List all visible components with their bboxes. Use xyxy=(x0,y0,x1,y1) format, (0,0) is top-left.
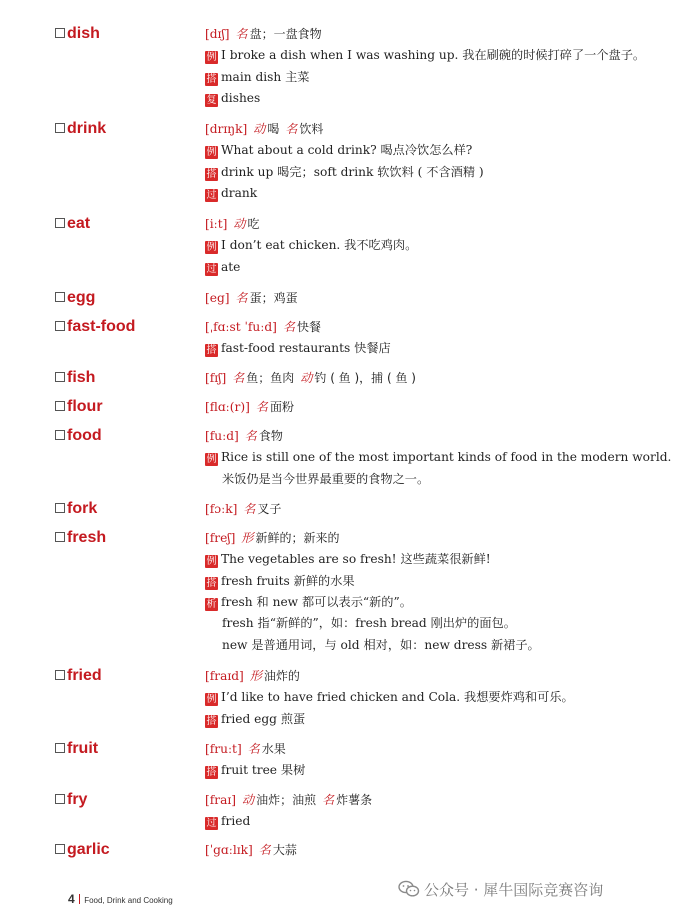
part-of-speech: 名 xyxy=(235,291,248,305)
line-text: Rice is still one of the most important kinds of food in the modern world. xyxy=(221,450,672,465)
definition-line xyxy=(205,25,322,43)
line-text: What about a cold drink? 喝点冷饮怎么样? xyxy=(221,143,473,158)
checkbox-icon xyxy=(55,372,65,382)
meaning: 面粉 xyxy=(269,400,294,414)
label-badge: 例 xyxy=(206,556,217,568)
checkbox-icon xyxy=(55,430,65,440)
headword-text: garlic xyxy=(67,841,110,858)
checkbox-icon xyxy=(55,794,65,804)
tagged-line xyxy=(205,184,257,202)
meaning: 蛋；鸡蛋 xyxy=(249,291,298,305)
headword xyxy=(55,24,100,44)
tagged-line xyxy=(205,236,417,254)
checkbox-icon xyxy=(55,292,65,302)
headword-text: fruit xyxy=(67,740,99,757)
phonetic: [fɪʃ] xyxy=(205,371,227,385)
phonetic: [fuːd] xyxy=(205,429,239,443)
tagged-line xyxy=(205,761,305,779)
line-text: fresh fruits 新鲜的水果 xyxy=(221,573,355,588)
line-text: I’d like to have fried chicken and Cola. 我想要炸鸡和可乐。 xyxy=(221,690,574,705)
definition-line xyxy=(205,318,321,336)
line-text: drank xyxy=(221,185,258,200)
headword xyxy=(55,368,95,388)
footer-divider xyxy=(79,894,81,904)
meaning: 食物 xyxy=(258,429,283,443)
label-badge: 过 xyxy=(206,189,217,201)
tagged-line xyxy=(205,550,491,568)
part-of-speech: 动 xyxy=(241,793,255,807)
part-of-speech: 名 xyxy=(232,371,245,385)
part-of-speech: 名 xyxy=(235,27,248,41)
headword xyxy=(55,666,102,686)
line-text: fresh 和 new 都可以表示“新的”。 xyxy=(221,594,412,609)
phonetic: [fraɪ] xyxy=(205,793,237,807)
headword-text: fresh xyxy=(67,529,107,546)
label-badge: 例 xyxy=(206,52,217,64)
part-of-speech: 名 xyxy=(244,429,257,443)
part-of-speech: 名 xyxy=(285,122,298,136)
definition-line xyxy=(205,529,339,547)
meaning: 钓 ( 鱼 )，捕 ( 鱼 ) xyxy=(314,371,416,385)
line-text: I don’t eat chicken. 我不吃鸡肉。 xyxy=(221,238,418,253)
headword-text: dish xyxy=(67,25,100,42)
watermark-text: 公众号 · 犀牛国际竞赛咨询 xyxy=(424,881,604,899)
tagged-line xyxy=(205,593,412,611)
phonetic: [iːt] xyxy=(205,217,228,231)
line-text: fruit tree 果树 xyxy=(221,763,306,778)
label-badge: 例 xyxy=(206,454,217,466)
tagged-line xyxy=(205,339,391,357)
meaning: 喝 xyxy=(267,122,280,136)
label-badge: 例 xyxy=(206,694,217,706)
line-text: 米饭仍是当今世界最重要的食物之一。 xyxy=(222,471,430,486)
phonetic: [ˌfɑːst ˈfuːd] xyxy=(205,320,277,334)
phonetic: [eg] xyxy=(205,291,230,305)
line-text: main dish 主菜 xyxy=(221,69,310,84)
checkbox-icon xyxy=(55,670,65,680)
label-badge: 例 xyxy=(206,242,217,254)
line-text: fried egg 煎蛋 xyxy=(221,711,306,726)
definition-line xyxy=(205,667,300,685)
line-text: I broke a dish when I was washing up. 我在刷碗的时候打碎了一个盘子。 xyxy=(221,48,646,63)
headword xyxy=(55,790,87,810)
headword xyxy=(55,426,102,446)
label-badge: 例 xyxy=(206,147,217,159)
meaning: 鱼；鱼肉 xyxy=(246,371,295,385)
definition-line xyxy=(205,841,297,859)
tagged-line xyxy=(205,46,645,64)
meaning: 大蒜 xyxy=(272,843,297,857)
headword xyxy=(55,317,135,337)
line-text: fresh 指“新鲜的”，如：fresh bread 刚出炉的面包。 xyxy=(222,616,516,631)
tagged-line xyxy=(205,710,305,728)
part-of-speech: 形 xyxy=(249,669,262,683)
headword-text: flour xyxy=(67,398,103,415)
phonetic: [ˈgɑːlɪk] xyxy=(205,843,253,857)
phonetic: [freʃ] xyxy=(205,531,236,545)
phonetic: [drɪŋk] xyxy=(205,122,248,136)
tagged-line xyxy=(205,572,355,590)
definition-line xyxy=(205,791,372,809)
label-badge: 搭 xyxy=(206,168,217,180)
headword-text: eat xyxy=(67,215,91,232)
meaning: 快餐 xyxy=(297,320,322,334)
continuation-line xyxy=(222,636,540,654)
tagged-line xyxy=(205,448,671,466)
headword-text: fast-food xyxy=(67,318,136,335)
part-of-speech: 动 xyxy=(300,371,313,385)
headword-text: food xyxy=(67,427,102,444)
phonetic: [dɪʃ] xyxy=(205,27,230,41)
label-badge: 析 xyxy=(206,598,217,610)
meaning: 油炸的 xyxy=(263,669,300,683)
tagged-line xyxy=(205,89,260,107)
headword xyxy=(55,840,110,860)
part-of-speech: 动 xyxy=(253,122,266,136)
label-badge: 过 xyxy=(206,263,217,275)
definition-line xyxy=(205,369,416,387)
label-badge: 过 xyxy=(206,818,217,830)
tagged-line xyxy=(205,141,472,159)
phonetic: [flɑː(r)] xyxy=(205,400,250,414)
headword xyxy=(55,499,97,519)
headword xyxy=(55,119,106,139)
meaning: 炸薯条 xyxy=(336,793,373,807)
headword xyxy=(55,288,95,308)
label-badge: 复 xyxy=(206,94,217,106)
phonetic: [fruːt] xyxy=(205,742,242,756)
definition-line xyxy=(205,740,286,758)
headword-text: egg xyxy=(67,289,96,306)
label-badge: 搭 xyxy=(206,767,217,779)
checkbox-icon xyxy=(55,743,65,753)
headword-text: fried xyxy=(67,667,102,684)
page-footer xyxy=(68,891,173,907)
tagged-line xyxy=(205,258,240,276)
wechat-icon xyxy=(398,880,420,898)
tagged-line xyxy=(205,688,574,706)
headword-text: fork xyxy=(67,500,98,517)
headword-text: drink xyxy=(67,120,107,137)
definition-line xyxy=(205,120,323,138)
meaning: 叉子 xyxy=(257,502,282,516)
label-badge: 搭 xyxy=(206,73,217,85)
line-text: dishes xyxy=(221,90,261,105)
part-of-speech: 名 xyxy=(258,843,271,857)
definition-line xyxy=(205,289,298,307)
label-badge: 搭 xyxy=(206,345,217,357)
phonetic: [fraɪd] xyxy=(205,669,244,683)
meaning: 饮料 xyxy=(299,122,324,136)
headword xyxy=(55,528,106,548)
part-of-speech: 名 xyxy=(243,502,256,516)
tagged-line xyxy=(205,163,484,181)
definition-line xyxy=(205,215,260,233)
continuation-line xyxy=(222,614,516,632)
headword-text: fish xyxy=(67,369,96,386)
headword xyxy=(55,397,103,417)
meaning: 盘；一盘食物 xyxy=(249,27,322,41)
part-of-speech: 动 xyxy=(233,217,246,231)
checkbox-icon xyxy=(55,218,65,228)
meaning: 新鲜的；新来的 xyxy=(255,531,340,545)
meaning: 吃 xyxy=(247,217,260,231)
meaning: 油炸；油煎 xyxy=(256,793,317,807)
checkbox-icon xyxy=(55,503,65,513)
meaning: 水果 xyxy=(261,742,286,756)
checkbox-icon xyxy=(55,844,65,854)
continuation-line xyxy=(222,470,429,488)
headword xyxy=(55,739,98,759)
line-text: new 是普通用词，与 old 相对，如：new dress 新裙子。 xyxy=(222,637,540,652)
headword xyxy=(55,214,90,234)
checkbox-icon xyxy=(55,123,65,133)
part-of-speech: 名 xyxy=(282,320,295,334)
part-of-speech: 名 xyxy=(247,742,260,756)
page-number: 4 xyxy=(68,892,75,906)
definition-line xyxy=(205,500,281,518)
headword-text: fry xyxy=(67,791,88,808)
line-text: The vegetables are so fresh! 这些蔬菜很新鲜! xyxy=(221,552,491,567)
part-of-speech: 名 xyxy=(255,400,268,414)
checkbox-icon xyxy=(55,401,65,411)
line-text: fried xyxy=(221,814,251,829)
checkbox-icon xyxy=(55,28,65,38)
tagged-line xyxy=(205,68,310,86)
line-text: ate xyxy=(221,259,241,274)
section-title: Food, Drink and Cooking xyxy=(84,896,173,905)
definition-line xyxy=(205,398,294,416)
phonetic: [fɔːk] xyxy=(205,502,238,516)
line-text: drink up 喝完；soft drink 软饮料 ( 不含酒精 ) xyxy=(221,164,484,179)
label-badge: 搭 xyxy=(206,715,217,727)
label-badge: 搭 xyxy=(206,577,217,589)
checkbox-icon xyxy=(55,321,65,331)
checkbox-icon xyxy=(55,532,65,542)
definition-line xyxy=(205,427,283,445)
tagged-line xyxy=(205,812,250,830)
part-of-speech: 形 xyxy=(241,531,254,545)
watermark xyxy=(398,880,603,900)
line-text: fast-food restaurants 快餐店 xyxy=(221,341,391,356)
part-of-speech: 名 xyxy=(321,793,335,807)
